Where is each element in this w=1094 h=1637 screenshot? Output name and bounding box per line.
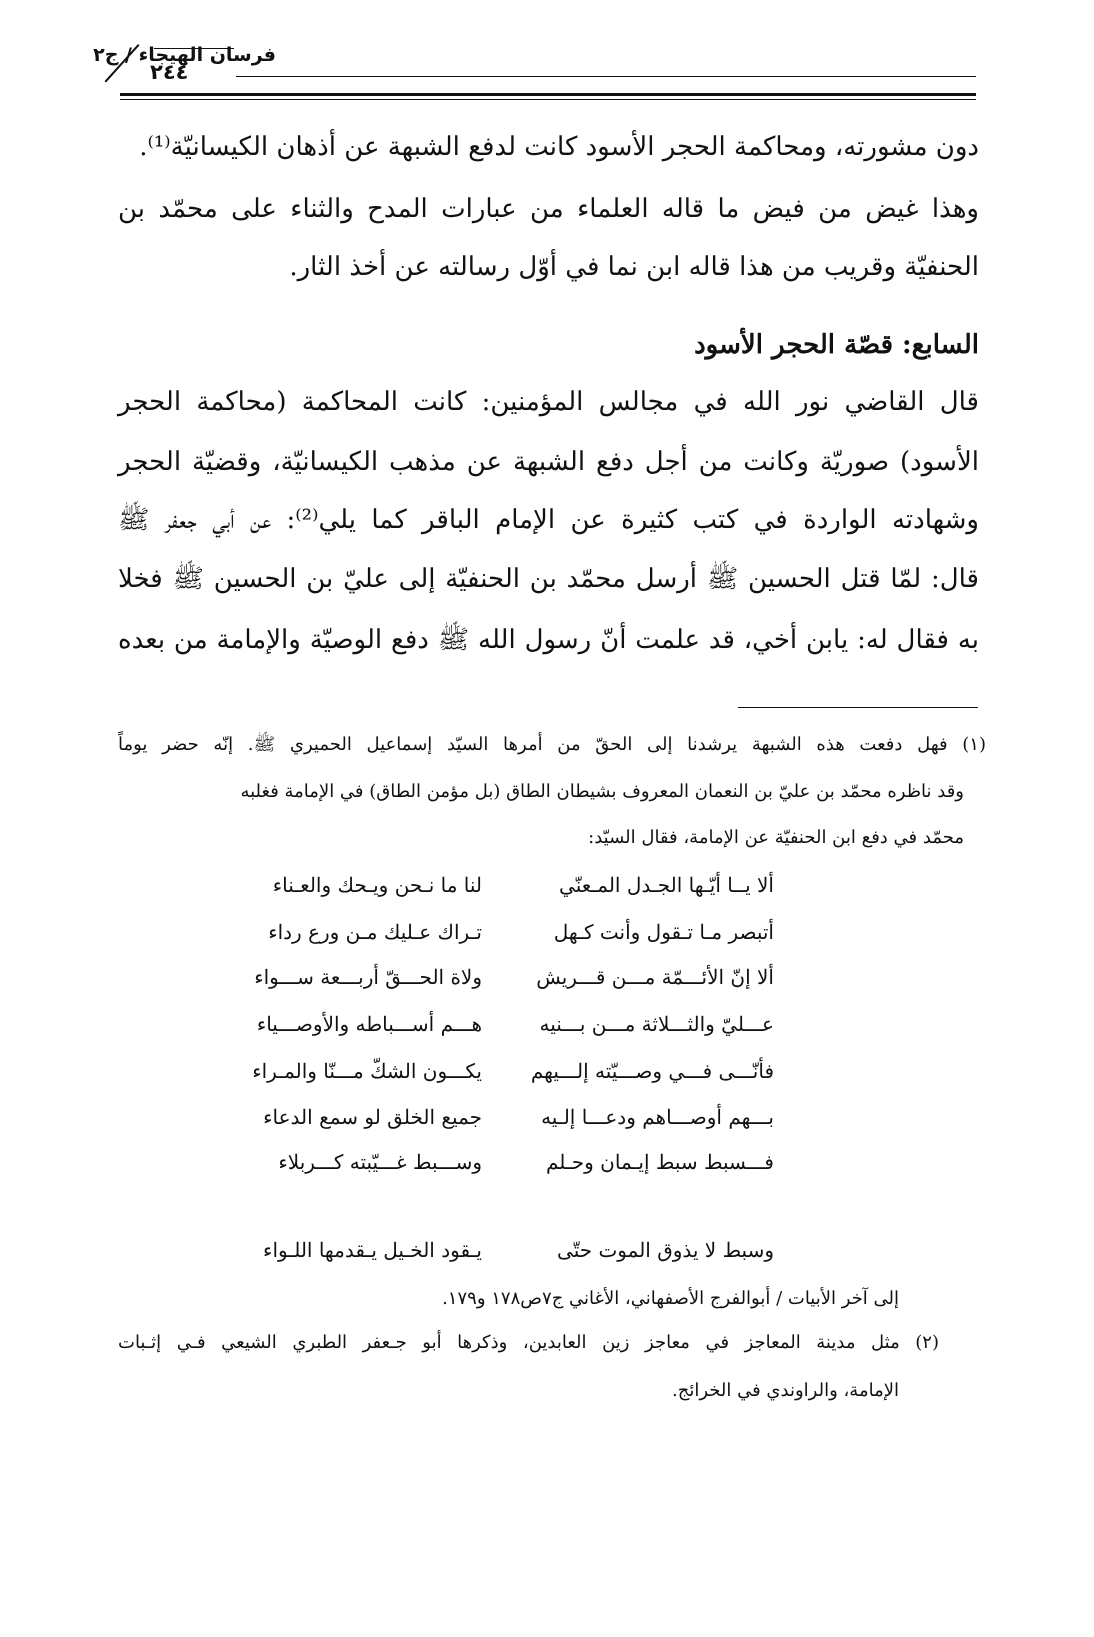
verse-second-hemistich: جميع الخلق لو سمع الدعاء	[263, 1105, 482, 1129]
verse-first-hemistich: بـــهم أوصـــاهم ودعـــا إلـيه	[541, 1105, 774, 1129]
verse-first-hemistich: فأنّـــى فـــي وصـــيّته إلـــيهم	[530, 1059, 774, 1083]
footnote-source: إلى آخر الأبيات / أبوالفرج الأصفهاني، الأغاني ج٧ص١٧٨ و١٧٩.	[442, 1288, 899, 1309]
page-number: ٢٤٤	[150, 60, 189, 84]
verse-second-hemistich: تـراك عـليك مـن ورع رداء	[268, 920, 482, 944]
verse-first-hemistich: ألا إنّ الأئـــمّة مـــن قـــريش	[536, 965, 774, 989]
body-line: دون مشورته، ومحاكمة الحجر الأسود كانت لدفع الشبهة عن أذهان الكيسانيّة⁽¹⁾.	[139, 132, 979, 162]
header-rule	[120, 99, 976, 100]
footnote-line: (١) فهل دفعت هذه الشبهة يرشدنا إلى الحقّ من أمرها السيّد إسماعيل الحميري ﷺ. إنّه حضر يوماً	[118, 734, 986, 755]
verse-first-hemistich: وسبط لا يذوق الموت حتّى	[557, 1238, 774, 1262]
running-header-title: فرسان الهيجاء / ج٢	[93, 44, 276, 66]
footnote-line: (٢) مثل مدينة المعاجز في معاجز زين العابدين، وذكرها أبو جـعفر الطبري الشيعي فـي إثـبات	[118, 1332, 939, 1353]
verse-second-hemistich: هـــم أســـباطه والأوصـــياء	[256, 1012, 482, 1036]
verse-first-hemistich: فـــسبط سبط إيـمان وحـلم	[546, 1150, 774, 1174]
verse-second-hemistich: يكـــون الشكّ مـــنّا والمـراء	[252, 1059, 482, 1083]
footnote-line: محمّد في دفع ابن الحنفيّة عن الإمامة، فقال السيّد:	[588, 827, 964, 848]
body-line: وشهادته الواردة في كتب كثيرة عن الإمام الباقر كما يلي⁽²⁾: عن أبي جعفر ﷺ	[118, 505, 979, 535]
verse-first-hemistich: ألا يــا أيّـها الجـدل المـعنّي	[559, 873, 774, 897]
body-line: قال القاضي نور الله في مجالس المؤمنين: كانت المحاكمة (محاكمة الحجر	[118, 387, 979, 417]
verse-first-hemistich: عـــليّ والثـــلاثة مـــن بـــنيه	[539, 1012, 774, 1036]
body-line: وهذا غيض من فيض ما قاله العلماء من عبارات المدح والثناء على محمّد بن	[118, 194, 979, 224]
verse-second-hemistich: يـقود الخـيل يـقدمها اللـواء	[263, 1238, 482, 1262]
body-line: به فقال له: يابن أخي، قد علمت أنّ رسول الله ﷺ دفع الوصيّة والإمامة من بعده	[118, 625, 979, 655]
section-heading: السابع: قصّة الحجر الأسود	[694, 330, 979, 360]
footnote-separator	[738, 707, 978, 708]
verse-second-hemistich: وســـبط غـــيّبته كـــربلاء	[278, 1150, 482, 1174]
verse-second-hemistich: لنا ما نـحن ويـحك والعـناء	[272, 873, 482, 897]
verse-first-hemistich: أتبصر مـا تـقول وأنت كـهل	[553, 920, 774, 944]
body-line: الحنفيّة وقريب من هذا قاله ابن نما في أوّل رسالته عن أخذ الثار.	[289, 252, 979, 282]
header-rule	[236, 76, 976, 77]
footnote-line: الإمامة، والراوندي في الخرائج.	[671, 1380, 899, 1401]
body-line: قال: لمّا قتل الحسين ﷺ أرسل محمّد بن الحنفيّة إلى عليّ بن الحسين ﷺ فخلا	[118, 564, 979, 594]
header-rule	[154, 48, 234, 49]
footnote-line: وقد ناظره محمّد بن عليّ بن النعمان المعروف بشيطان الطاق (بل مؤمن الطاق) في الإمامة فغلبه	[240, 781, 964, 802]
header-rule	[120, 93, 976, 96]
body-line: الأسود) صوريّة وكانت من أجل دفع الشبهة عن مذهب الكيسانيّة، وقضيّة الحجر	[118, 447, 979, 477]
verse-second-hemistich: ولاة الحـــقّ أربـــعة ســـواء	[254, 965, 482, 989]
